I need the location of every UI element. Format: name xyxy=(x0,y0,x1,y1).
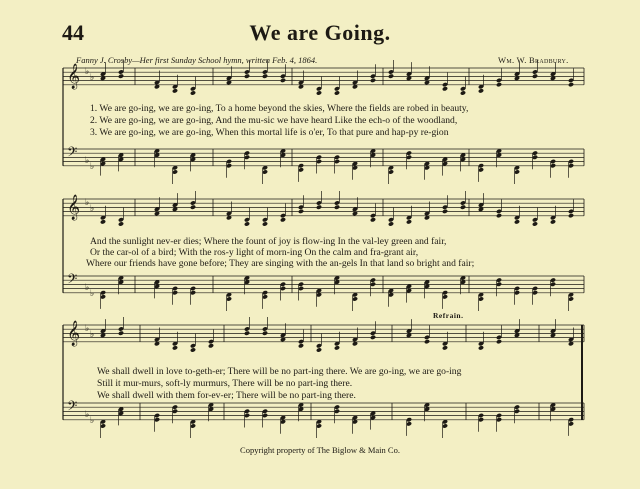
note-head xyxy=(298,209,304,214)
note-head xyxy=(172,88,178,93)
hymn-title: We are Going. xyxy=(249,20,391,45)
composer-credit: Wm. W. Bradbury. xyxy=(498,55,569,65)
note-head xyxy=(244,221,250,226)
note-head xyxy=(298,343,304,348)
note-head xyxy=(496,339,502,344)
flat-sign-icon: ♭ xyxy=(90,73,95,83)
flat-sign-icon: ♭ xyxy=(90,162,95,172)
flat-sign-icon: ♭ xyxy=(85,156,90,166)
author-credit: Fanny J. Crosby—Her first Sunday School hymn, written Feb. 4, 1864. xyxy=(76,55,318,65)
note-head xyxy=(370,78,376,83)
note-head xyxy=(460,205,466,210)
note-head xyxy=(316,205,322,210)
note-head xyxy=(478,88,484,93)
note-head xyxy=(496,82,502,87)
note-head xyxy=(172,345,178,350)
note-head xyxy=(190,205,196,210)
note-head xyxy=(532,221,538,226)
bass-clef-icon: 𝄢 xyxy=(67,398,78,417)
note-head xyxy=(460,90,466,95)
bass-clef-icon: 𝄢 xyxy=(67,144,78,163)
note-head xyxy=(262,74,268,79)
note-head xyxy=(244,331,250,336)
note-head xyxy=(334,205,340,210)
treble-clef-icon: 𝄞 xyxy=(67,321,81,346)
note-head xyxy=(514,219,520,224)
flat-sign-icon: ♭ xyxy=(90,204,95,214)
lyric-line: Or the car-ol of a bird; With the ros-y light of morn-ing On the calm and fra-grant air, xyxy=(90,247,419,258)
note-head xyxy=(118,221,124,226)
note-head xyxy=(496,213,502,218)
bass-clef-icon: 𝄢 xyxy=(67,271,78,290)
note-head xyxy=(100,219,106,224)
note-head xyxy=(442,209,448,214)
lyric-line: And the sunlight nev-er dies; Where the fount of joy is flow-ing In the val-ley green and fair, xyxy=(90,236,447,247)
note-head xyxy=(442,345,448,350)
note-head xyxy=(316,90,322,95)
refrain-label: Refrain. xyxy=(433,311,464,320)
note-head xyxy=(280,78,286,83)
note-head xyxy=(118,331,124,336)
note-head xyxy=(370,217,376,222)
note-head xyxy=(280,217,286,222)
note-head xyxy=(262,331,268,336)
note-head xyxy=(244,74,250,79)
page-number: 44 xyxy=(62,20,84,45)
note-head xyxy=(568,213,574,218)
treble-clef-icon: 𝄞 xyxy=(67,195,81,220)
treble-clef-icon: 𝄞 xyxy=(67,64,81,89)
note-head xyxy=(316,347,322,352)
note-head xyxy=(424,339,430,344)
note-head xyxy=(478,345,484,350)
lyric-line: 1. We are go-ing, we are go-ing, To a home beyond the skies, Where the fields are robed in beauty, xyxy=(90,103,469,114)
lyric-line: Still it mur-murs, soft-ly murmurs, There will be no part-ing there. xyxy=(97,378,353,389)
flat-sign-icon: ♭ xyxy=(85,410,90,420)
lyric-line: Where our friends have gone before; They are singing with the an-gels In that land so bright and fair; xyxy=(86,258,475,269)
note-head xyxy=(388,221,394,226)
note-head xyxy=(370,335,376,340)
flat-sign-icon: ♭ xyxy=(85,283,90,293)
note-head xyxy=(532,74,538,79)
flat-sign-icon: ♭ xyxy=(85,67,90,77)
note-head xyxy=(118,74,124,79)
note-head xyxy=(568,82,574,87)
flat-sign-icon: ♭ xyxy=(85,198,90,208)
lyric-line: We shall dwell in love to-geth-er; There will be no part-ing there. We are go-ing, we are go-ing xyxy=(97,366,462,377)
note-head xyxy=(406,219,412,224)
lyric-line: We shall dwell with them for-ev-er; There will be no part-ing there. xyxy=(97,390,356,401)
note-head xyxy=(442,86,448,91)
lyric-line: 2. We are go-ing, we are go-ing, And the mu-sic we have heard Like the ech-o of the woodland, xyxy=(90,115,458,126)
flat-sign-icon: ♭ xyxy=(85,324,90,334)
note-head xyxy=(334,345,340,350)
note-head xyxy=(388,74,394,79)
flat-sign-icon: ♭ xyxy=(90,289,95,299)
flat-sign-icon: ♭ xyxy=(90,330,95,340)
flat-sign-icon: ♭ xyxy=(90,416,95,426)
lyric-line: 3. We are go-ing, we are go-ing, When this mortal life is o'er, To that pure and hap-py re-gion xyxy=(90,127,449,138)
note-head xyxy=(190,90,196,95)
note-head xyxy=(550,219,556,224)
note-head xyxy=(190,347,196,352)
note-head xyxy=(208,343,214,348)
copyright-notice: Copyright property of The Biglow & Main Co. xyxy=(240,445,400,455)
note-head xyxy=(334,90,340,95)
note-head xyxy=(262,221,268,226)
